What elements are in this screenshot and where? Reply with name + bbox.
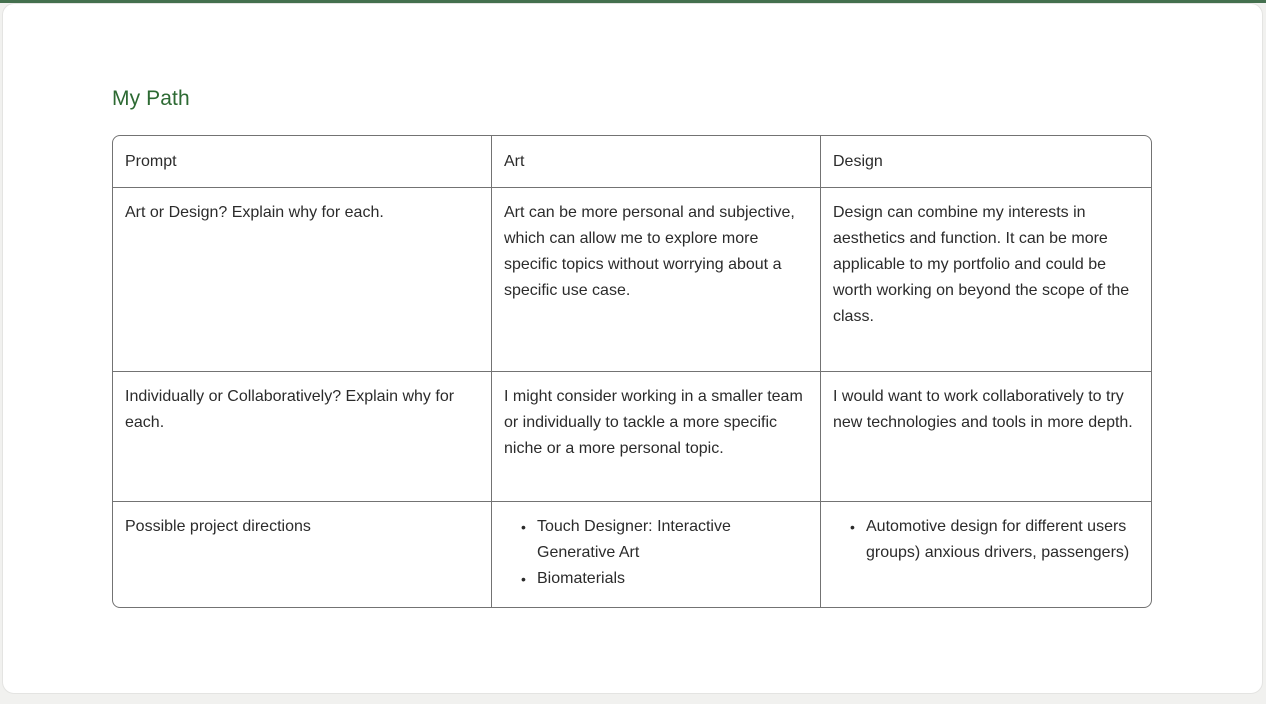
table-row xyxy=(113,502,1151,607)
cell-row1-design: Design can combine my interests in aesthetics and function. It can be more applicable to my portfolio and could be worth working on beyond the scope of the class. xyxy=(821,188,1151,372)
cell-row1-art: Art can be more personal and subjective, which can allow me to explore more specific topics without worrying about a specific use case. xyxy=(492,188,821,372)
header-cell-design: Design xyxy=(821,136,1151,188)
cell-row1-prompt: Art or Design? Explain why for each. xyxy=(113,188,492,372)
document-card xyxy=(2,3,1263,694)
page-title: My Path xyxy=(112,87,190,110)
table-row xyxy=(113,372,1151,502)
art-project-list xyxy=(504,514,806,592)
cell-row3-prompt: Possible project directions xyxy=(113,502,492,607)
cell-row3-art xyxy=(492,502,821,607)
list-item: • Automotive design for different users groups) anxious drivers, passengers) xyxy=(850,514,1137,566)
list-item: • Touch Designer: Interactive Generative Art xyxy=(521,514,806,566)
header-cell-prompt: Prompt xyxy=(113,136,492,188)
list-item: • Biomaterials xyxy=(521,566,806,592)
table-row xyxy=(113,188,1151,372)
design-project-list xyxy=(833,514,1137,566)
cell-row3-design xyxy=(821,502,1151,607)
cell-row2-design: I would want to work collaboratively to try new technologies and tools in more depth. xyxy=(821,372,1151,502)
cell-row2-art: I might consider working in a smaller team or individually to tackle a more specific niche or a more personal topic. xyxy=(492,372,821,502)
header-cell-art: Art xyxy=(492,136,821,188)
cell-row2-prompt: Individually or Collaboratively? Explain why for each. xyxy=(113,372,492,502)
my-path-table xyxy=(112,135,1152,608)
table-header-row xyxy=(113,136,1151,188)
